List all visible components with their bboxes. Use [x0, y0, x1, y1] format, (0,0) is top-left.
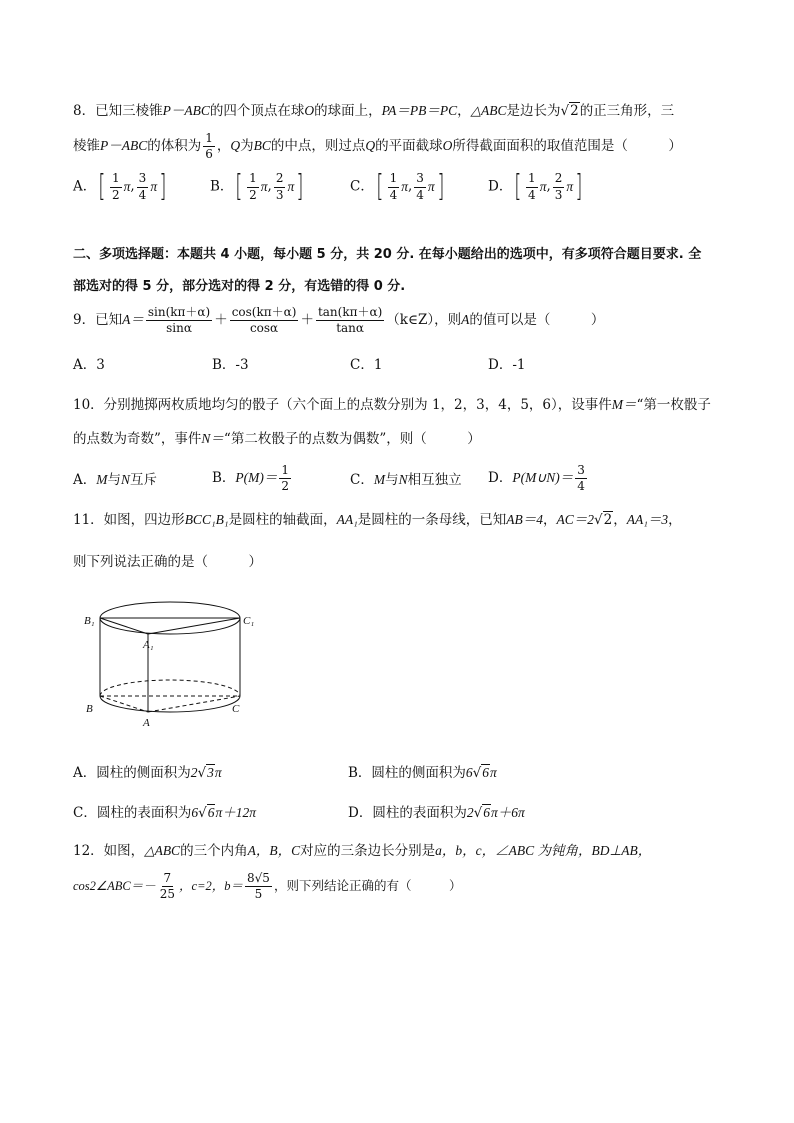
- q11-line-2: 则下列说法正确的是（ ）: [73, 554, 262, 570]
- frac-den: 4: [528, 187, 536, 202]
- q8-pabc: P－ABC: [100, 138, 148, 154]
- frac-den: 5: [254, 887, 263, 902]
- q9-a-eq: A＝: [122, 312, 144, 328]
- q12-b: b＝: [224, 879, 244, 894]
- q8-q: Q: [365, 138, 376, 154]
- label-c1: C₁: [243, 615, 255, 627]
- q8-option-d[interactable]: [488, 169, 585, 204]
- q11-text: 是圆柱的轴截面，: [228, 512, 337, 528]
- opt-tail: π＋6π: [490, 805, 525, 820]
- q9-text: 9．已知: [73, 312, 123, 329]
- pi: π: [287, 179, 295, 195]
- frac-num: 7: [162, 872, 174, 887]
- opt-text: 互斥: [130, 472, 158, 488]
- edge-b1-a1: [100, 618, 148, 634]
- edge-b-a: [100, 696, 148, 712]
- q9-text: 的值可以是（ ）: [469, 312, 605, 329]
- bracket-right: ]: [437, 169, 445, 204]
- pi: π: [490, 765, 497, 780]
- q8-text: 的球面上，: [314, 103, 382, 119]
- pi: π: [427, 179, 435, 195]
- q8-root: 2: [570, 103, 579, 119]
- opt-coef: 6: [191, 805, 199, 820]
- bracket-right: ]: [296, 169, 304, 204]
- edge-a-c: [148, 696, 240, 712]
- q8-q: Q: [230, 138, 241, 154]
- comma: ，: [668, 512, 682, 528]
- frac-num: 3: [414, 172, 426, 187]
- q8-line-2: [73, 132, 682, 161]
- q11-bcc1b1: BCC₁B₁: [184, 512, 229, 527]
- q8-volume-fraction: [203, 132, 215, 161]
- frac-lower: [110, 172, 122, 201]
- plus: ＋: [300, 312, 314, 329]
- pi: π: [566, 179, 574, 195]
- q11-option-b[interactable]: B．圆柱的侧面积为6√6π: [348, 765, 497, 781]
- opt-text: D．圆柱的表面积为: [348, 805, 467, 821]
- q10-pm: P(M)＝: [235, 470, 278, 486]
- q10-option-c[interactable]: [350, 473, 462, 488]
- q10-pmn: P(M∪N)＝: [512, 470, 574, 486]
- q10-n: N: [398, 472, 408, 487]
- label-c: C: [232, 703, 240, 715]
- q12-text: ，则下列结论正确的有（ ）: [273, 878, 462, 894]
- opt-text: 与: [107, 472, 121, 488]
- opt-coef: 2: [190, 765, 198, 780]
- interval: [ $\frac{1}{2}$ π , $\frac{3}{4}$ π ]: [98, 169, 167, 204]
- q11-ab: AB＝4: [506, 512, 544, 527]
- frac-upper: [274, 172, 286, 201]
- q12-sides: a，b，c: [435, 843, 482, 858]
- q12-text: 的三个内角: [180, 843, 248, 859]
- q9-option-c[interactable]: C．1: [350, 357, 383, 373]
- q11-option-a[interactable]: A．圆柱的侧面积为2√3π: [73, 765, 222, 781]
- q9-fraction-sin: [146, 306, 212, 335]
- frac-num: 2: [553, 172, 565, 187]
- opt-label: B．: [212, 470, 236, 487]
- q9-text: ，则: [434, 312, 462, 329]
- q11-line-1: 11．如图，四边形BCC₁B₁是圆柱的轴截面，AA₁是圆柱的一条母线，已知AB＝4，AC＝2√2，AA₁＝3，: [73, 512, 682, 528]
- label-b1: B₁: [84, 615, 95, 627]
- interval: [ $\frac{1}{2}$ π , $\frac{2}{3}$ π ]: [235, 169, 304, 204]
- q10-option-b[interactable]: [212, 464, 293, 493]
- q10-n-eq: N＝: [201, 431, 224, 446]
- q11-option-d[interactable]: D．圆柱的表面积为2√6π＋6π: [348, 805, 525, 821]
- label-b: B: [86, 703, 93, 715]
- q8-text: 为: [240, 138, 254, 155]
- pi: π: [260, 179, 268, 195]
- section2-header-line-2: 部选对的得 5 分，部分选对的得 2 分，有选错的得 0 分.: [73, 279, 406, 294]
- q11-text: 11．如图，四边形: [73, 512, 185, 528]
- q8-option-b[interactable]: [210, 169, 306, 204]
- frac-den: 6: [205, 147, 213, 162]
- section2-header-line-1: 二、多项选择题：本题共 4 小题，每小题 5 分，共 20 分. 在每小题给出的选项中，有多项符合题目要求. 全: [73, 247, 702, 262]
- frac-lower: [526, 172, 538, 201]
- q12-frac-cos: [158, 872, 177, 901]
- q8-option-c[interactable]: [350, 169, 446, 204]
- frac-den: 4: [138, 187, 147, 202]
- q10-m: M: [373, 472, 386, 487]
- frac-num: 1: [526, 172, 538, 187]
- edge-a1-c1: [148, 618, 240, 634]
- pi: π: [401, 179, 408, 195]
- opt-root: 6: [483, 805, 490, 820]
- frac-num: 1: [279, 464, 291, 479]
- q10-option-d[interactable]: [488, 464, 589, 493]
- opt-text: B．圆柱的侧面积为: [348, 765, 466, 781]
- q8-equation: PA＝PB＝PC: [381, 103, 458, 118]
- q10-line-2: [73, 432, 481, 447]
- frac-num: 1: [203, 132, 215, 147]
- q12-line-1: [73, 844, 651, 859]
- q12-text: 12．如图，: [73, 843, 145, 859]
- frac-den: 2: [281, 479, 290, 494]
- q8-text: 的体积为: [147, 138, 202, 155]
- bracket-left: [: [514, 169, 522, 204]
- q10-m: M: [96, 472, 108, 487]
- q9-stem: [73, 306, 604, 335]
- frac-upper: [553, 172, 565, 201]
- opt-root: 6: [482, 765, 490, 780]
- q8-text: ，: [457, 103, 471, 119]
- opt-text: C．圆柱的表面积为: [73, 805, 192, 821]
- q12-angles: A，B，C: [247, 843, 301, 858]
- q9-option-b[interactable]: B．-3: [212, 357, 249, 373]
- frac-num: cos(kπ＋α): [230, 306, 299, 321]
- q8-bc: BC: [253, 138, 271, 154]
- bracket-left: [: [376, 169, 384, 204]
- frac-lower: [247, 172, 259, 201]
- opt-text: 相互独立: [407, 472, 462, 488]
- q12-text: 对应的三条边长分别是: [300, 843, 436, 859]
- q8-text: 所得截面面积的取值范围是（ ）: [452, 138, 682, 155]
- frac-num: 1: [110, 172, 122, 187]
- frac-den: 2: [111, 187, 120, 202]
- q9-a: A: [461, 312, 470, 328]
- opt-label: D．: [488, 470, 513, 487]
- q10-text: “第二枚骰子的点数为偶数”，则（ ）: [223, 431, 481, 447]
- frac-den: tanα: [336, 321, 365, 336]
- q11-ac: AC＝2: [556, 512, 595, 527]
- frac-num: 1: [247, 172, 259, 187]
- q8-pabc: P－ABC: [162, 103, 210, 118]
- q10-frac-three-quarters: [575, 464, 587, 493]
- q8-text: 的正三角形，三: [579, 103, 675, 119]
- frac-num: 1: [388, 172, 400, 187]
- opt-text: 与: [385, 472, 399, 488]
- cylinder-figure: [80, 594, 260, 734]
- q8-o: O: [304, 103, 315, 118]
- frac-den: 4: [389, 187, 398, 202]
- pi: π: [123, 179, 131, 195]
- q12-line-2: [73, 872, 461, 901]
- q9-option-d[interactable]: D．-1: [488, 357, 526, 373]
- q11-text: 是圆柱的一条母线，已知: [357, 512, 507, 528]
- frac-num: 2: [274, 172, 286, 187]
- q8-option-a[interactable]: [73, 169, 169, 204]
- bracket-left: [: [235, 169, 243, 204]
- opt-coef: 2: [466, 805, 474, 820]
- opt-coef: 6: [465, 765, 473, 780]
- frac-den: sinα: [166, 321, 192, 336]
- q9-fraction-cos: [230, 306, 299, 335]
- comma: ，: [613, 512, 627, 528]
- opt-label: D．: [488, 178, 513, 195]
- q12-frac-b: [245, 872, 272, 901]
- bracket-left: [: [98, 169, 106, 204]
- frac-den: 25: [159, 887, 176, 902]
- frac-den: 4: [416, 187, 424, 202]
- comma: ，: [543, 512, 557, 528]
- opt-label: A．: [73, 472, 97, 488]
- q8-o: O: [442, 138, 453, 154]
- plus: ＋: [214, 312, 228, 329]
- cylinder-bottom-front: [100, 696, 240, 712]
- frac-num: 8√5: [245, 872, 272, 887]
- frac-num: 3: [575, 464, 587, 479]
- q10-frac-half: [279, 464, 291, 493]
- q11-aa1-eq: AA₁＝3: [626, 512, 669, 527]
- label-a1: A₁: [143, 639, 154, 651]
- pi: π: [539, 179, 547, 195]
- bracket-right: ]: [159, 169, 167, 204]
- q12-c: ，c=2，: [179, 879, 225, 894]
- opt-label: A．: [73, 178, 97, 195]
- opt-text: A．圆柱的侧面积为: [73, 765, 191, 781]
- pi: π: [214, 765, 222, 780]
- opt-root: 3: [207, 765, 214, 780]
- q11-aa1: AA₁: [336, 512, 358, 527]
- frac-den: 3: [554, 187, 563, 202]
- q8-text: 的中点，则过点: [270, 138, 366, 155]
- opt-tail: π＋12π: [215, 805, 256, 820]
- bracket-right: ]: [575, 169, 583, 204]
- q10-text: 10．分别抛掷两枚质地均匀的骰子（六个面上的点数分别为 1，2，3，4，5，6），设事件: [73, 397, 612, 413]
- q8-text: 的平面截球: [375, 138, 443, 155]
- q12-text: ，∠ABC 为钝角，BD⊥AB，: [481, 843, 652, 858]
- frac-num: sin(kπ＋α): [146, 306, 212, 321]
- opt-label: C．: [350, 472, 374, 488]
- cylinder-bottom-back: [100, 680, 240, 696]
- q11-option-c[interactable]: C．圆柱的表面积为6√6π＋12π: [73, 805, 256, 821]
- q9-fraction-tan: [316, 306, 384, 335]
- frac-den: cosα: [249, 321, 279, 336]
- opt-label: C．: [350, 178, 374, 195]
- q10-text: “第一枚骰子: [636, 397, 711, 413]
- q12-triangle: △ABC: [144, 843, 181, 858]
- q10-n: N: [121, 472, 131, 487]
- q9-option-a[interactable]: A．3: [73, 357, 105, 373]
- q10-m-eq: M＝: [611, 397, 637, 412]
- q9-cond: （k∈Z）: [386, 312, 435, 329]
- frac-den: 2: [249, 187, 257, 202]
- q8-text: ，: [216, 138, 231, 155]
- opt-label: B．: [210, 178, 234, 195]
- opt-root: 6: [207, 805, 215, 820]
- q8-text: 棱锥: [73, 138, 100, 155]
- q8-triangle: △ABC: [470, 103, 507, 118]
- q10-option-a[interactable]: [73, 473, 157, 488]
- frac-lower: [388, 172, 400, 201]
- interval: [ $\frac{1}{4}$ π , $\frac{3}{4}$ π ]: [376, 169, 445, 204]
- interval: [ $\frac{1}{4}$ π , $\frac{2}{3}$ π ]: [514, 169, 583, 204]
- frac-upper: [137, 172, 149, 201]
- frac-upper: [414, 172, 426, 201]
- pi: π: [150, 179, 158, 195]
- q10-text: 的点数为奇数”，事件: [73, 431, 202, 447]
- frac-den: 4: [577, 479, 585, 494]
- q10-line-1: [73, 398, 711, 413]
- label-a: A: [143, 717, 150, 729]
- frac-den: 3: [275, 187, 284, 202]
- frac-num: 3: [137, 172, 149, 187]
- q11-ac-root: 2: [603, 512, 613, 528]
- q8-text: 8．已知三棱锥: [73, 103, 163, 119]
- q8-text: 是边长为: [506, 103, 561, 119]
- q12-cos: cos2∠ABC＝－: [73, 879, 156, 894]
- q8-line-1: 8．已知三棱锥P－ABC的四个顶点在球O的球面上，PA＝PB＝PC，△ABC是边长为√2的正三角形，三: [73, 103, 675, 119]
- q8-text: 的四个顶点在球: [209, 103, 305, 119]
- frac-num: tan(kπ＋α): [316, 306, 384, 321]
